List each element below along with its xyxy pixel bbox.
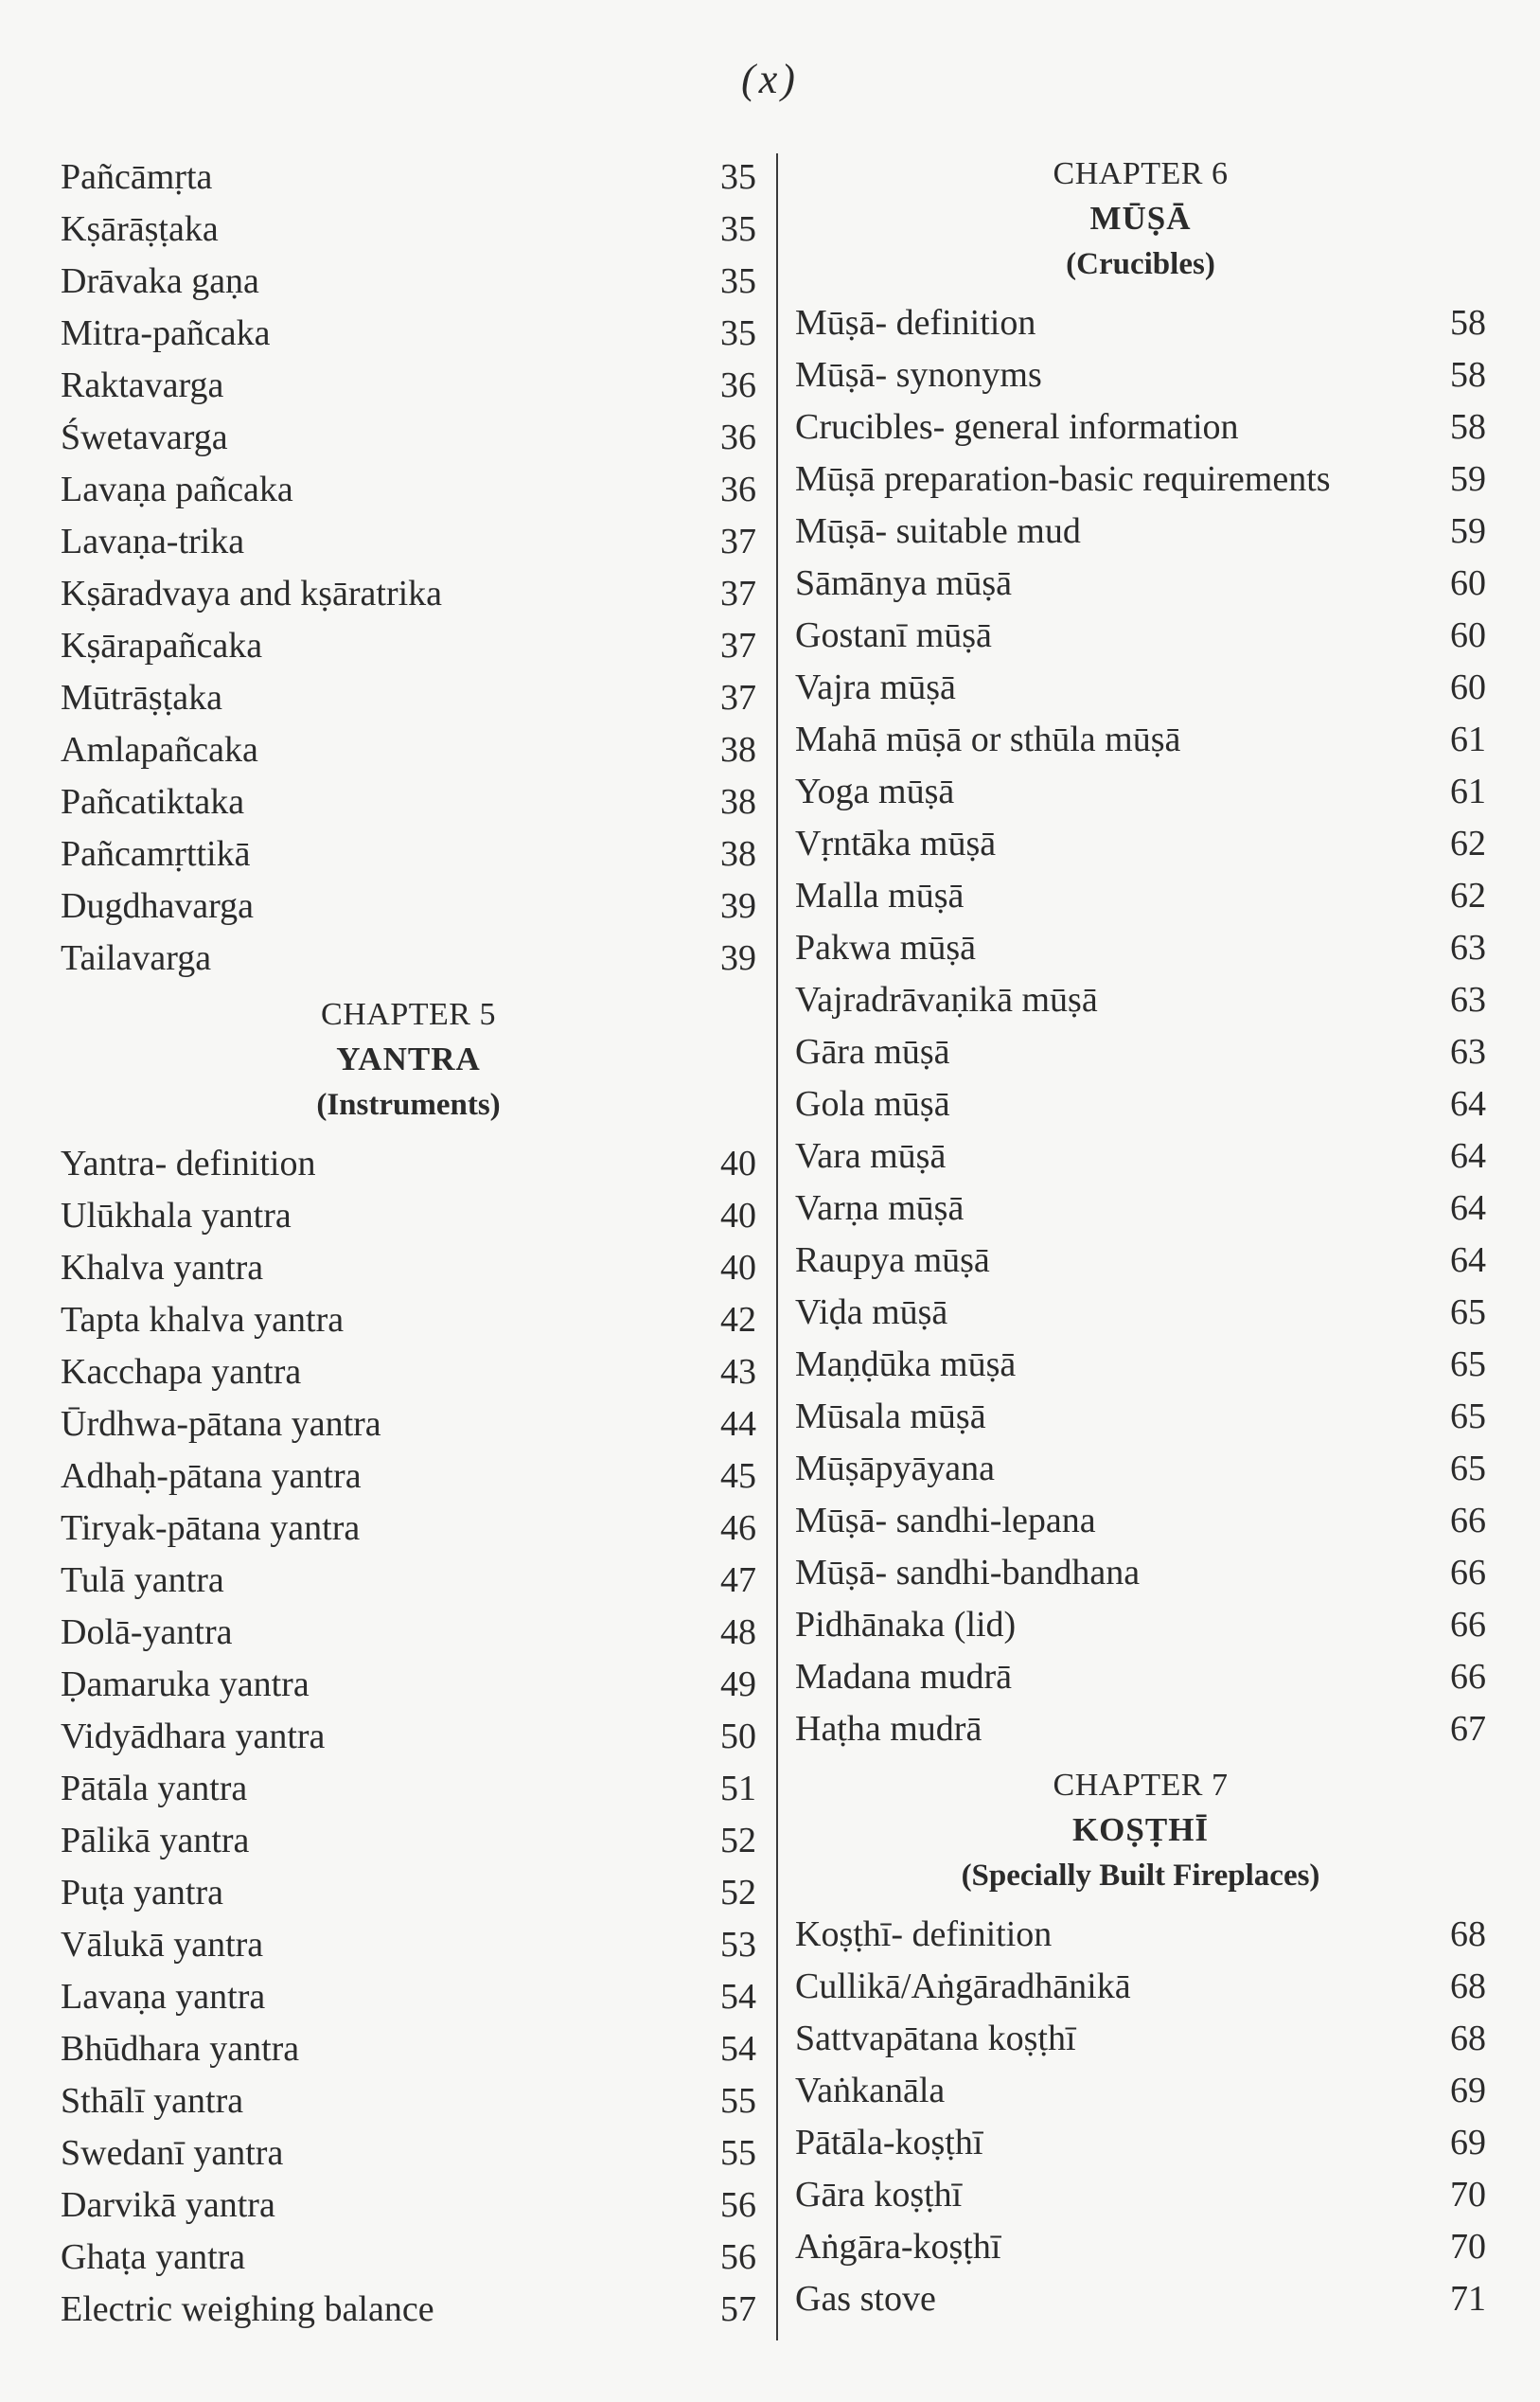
toc-entry-title: Vidyādhara yantra: [61, 1717, 326, 1756]
toc-entry: [61, 151, 756, 204]
toc-entry-page: 51: [720, 1769, 756, 1808]
toc-entry-page: 65: [1450, 1344, 1486, 1384]
toc-entry-page: 53: [720, 1925, 756, 1965]
toc-entry-title: Mahā mūṣā or sthūla mūṣā: [795, 720, 1181, 759]
toc-entry: [61, 204, 756, 256]
toc-entry: [61, 1450, 756, 1503]
toc-entry-page: 63: [1450, 1032, 1486, 1072]
toc-entry-title: Yantra- definition: [61, 1144, 316, 1183]
chapter-7-heading: [795, 1755, 1486, 1909]
toc-entry-page: 64: [1450, 1240, 1486, 1280]
toc-entry-title: Pañcamṛttikā: [61, 834, 251, 874]
toc-entry-title: Sthālī yantra: [61, 2081, 244, 2121]
toc-entry-page: 36: [720, 470, 756, 509]
page-number: (x): [741, 56, 799, 102]
toc-entry-page: 38: [720, 834, 756, 874]
toc-entry-title: Electric weighing balance: [61, 2289, 434, 2329]
toc-entry-title: Lavaṇa-trika: [61, 522, 245, 561]
chapter-subtitle: (Instruments): [316, 1088, 501, 1122]
toc-entry-title: Vaṅkanāla: [795, 2071, 946, 2110]
toc-entry-page: 61: [1450, 772, 1486, 811]
toc-entry-title: Ulūkhala yantra: [61, 1196, 292, 1236]
toc-entry-page: 46: [720, 1508, 756, 1548]
toc-entry-title: Dugdhavarga: [61, 886, 255, 926]
toc-entry-page: 52: [720, 1873, 756, 1913]
toc-entry: [61, 2127, 756, 2180]
toc-entry: [795, 2221, 1486, 2273]
toc-entry-title: Raktavarga: [61, 365, 224, 405]
toc-entry-title: Pātāla-koṣṭhī: [795, 2123, 983, 2162]
toc-entry-page: 36: [720, 418, 756, 457]
toc-entry-page: 63: [1450, 928, 1486, 968]
toc-entry-page: 66: [1450, 1553, 1486, 1592]
toc-entry: [61, 1607, 756, 1659]
toc-entry-title: Dolā-yantra: [61, 1612, 233, 1652]
toc-entry-title: Swedanī yantra: [61, 2133, 284, 2173]
toc-entry-title: Gola mūṣā: [795, 1084, 950, 1124]
toc-entry: [795, 2273, 1486, 2325]
toc-entry: [795, 1235, 1486, 1287]
toc-entry-page: 70: [1450, 2175, 1486, 2215]
toc-entry: [795, 714, 1486, 766]
toc-entry-page: 35: [720, 313, 756, 353]
toc-entry-title: Sāmānya mūṣā: [795, 563, 1013, 603]
toc-entry: [795, 1599, 1486, 1651]
toc-entry: [795, 1547, 1486, 1599]
toc-entry: [795, 922, 1486, 974]
toc-entry-title: Vālukā yantra: [61, 1925, 264, 1965]
toc-entry-page: 65: [1450, 1292, 1486, 1332]
toc-entry-page: 59: [1450, 459, 1486, 499]
toc-entry-title: Amlapañcaka: [61, 730, 258, 770]
toc-entry: [795, 401, 1486, 454]
toc-entry-title: Tiryak-pātana yantra: [61, 1508, 361, 1548]
toc-entry-title: Aṅgāra-koṣṭhī: [795, 2227, 1001, 2267]
toc-entry-page: 69: [1450, 2071, 1486, 2110]
toc-entry-page: 36: [720, 365, 756, 405]
toc-entry-page: 35: [720, 261, 756, 301]
toc-entry-page: 68: [1450, 1966, 1486, 2006]
toc-entry: [795, 662, 1486, 714]
toc-entry-page: 56: [720, 2185, 756, 2225]
toc-entry-page: 59: [1450, 511, 1486, 551]
chapter-title: KOṢṬHĪ: [1071, 1811, 1210, 1848]
toc-entry-page: 66: [1450, 1657, 1486, 1697]
toc-entry-page: 58: [1450, 355, 1486, 395]
toc-entry: [795, 558, 1486, 610]
toc-entry-page: 52: [720, 1821, 756, 1860]
chapter-title: YANTRA: [336, 1041, 481, 1077]
toc-entry: [61, 360, 756, 412]
toc-entry-title: Gāra koṣṭhī: [795, 2175, 963, 2215]
toc-entry: [61, 308, 756, 360]
toc-entry-page: 39: [720, 886, 756, 926]
toc-entry-page: 70: [1450, 2227, 1486, 2267]
toc-entry-page: 35: [720, 209, 756, 249]
toc-entry: [61, 568, 756, 620]
toc-entry: [61, 1398, 756, 1450]
toc-entry-page: 64: [1450, 1084, 1486, 1124]
toc-entry-title: Pālikā yantra: [61, 1821, 250, 1860]
toc-entry: [61, 2023, 756, 2075]
toc-entry: [61, 881, 756, 933]
toc-entry: [795, 297, 1486, 349]
toc-entry-page: 58: [1450, 303, 1486, 343]
toc-entry: [61, 672, 756, 724]
toc-entry-page: 61: [1450, 720, 1486, 759]
toc-entry-title: Kṣārapañcaka: [61, 626, 263, 666]
toc-entry: [795, 1443, 1486, 1495]
toc-entry: [61, 516, 756, 568]
toc-entry: [61, 620, 756, 672]
toc-entry-page: 56: [720, 2237, 756, 2277]
toc-entry-page: 44: [720, 1404, 756, 1444]
toc-entry: [61, 1294, 756, 1346]
toc-entry-page: 64: [1450, 1188, 1486, 1228]
toc-entry-page: 43: [720, 1352, 756, 1392]
entries-top: [61, 151, 756, 985]
toc-entry-title: Raupya mūṣā: [795, 1240, 990, 1280]
toc-entry-title: Darvikā yantra: [61, 2185, 275, 2225]
toc-entry-title: Pātāla yantra: [61, 1769, 248, 1808]
toc-entry-title: Tailavarga: [61, 938, 212, 978]
toc-entry-page: 35: [720, 157, 756, 197]
toc-entry-title: Madana mudrā: [795, 1657, 1012, 1697]
toc-entry-page: 62: [1450, 876, 1486, 916]
chapter-number: CHAPTER 6: [1053, 156, 1229, 191]
toc-entry: [795, 2117, 1486, 2169]
entries-chapter-6: [795, 297, 1486, 1755]
toc-entry-title: Koṣṭhī- definition: [795, 1914, 1053, 1954]
toc-entry-title: Sattvapātana koṣṭhī: [795, 2019, 1076, 2058]
toc-entry: [61, 2180, 756, 2232]
toc-entry-page: 40: [720, 1196, 756, 1236]
toc-entry: [61, 256, 756, 308]
toc-entry-page: 60: [1450, 667, 1486, 707]
toc-entry: [795, 1287, 1486, 1339]
toc-entry-title: Kṣārāṣṭaka: [61, 209, 219, 249]
toc-entry-title: Haṭha mudrā: [795, 1709, 982, 1749]
toc-entry-page: 63: [1450, 980, 1486, 1020]
toc-entry-page: 68: [1450, 2019, 1486, 2058]
toc-entry-title: Vara mūṣā: [795, 1136, 947, 1176]
toc-entry-title: Mūṣā- sandhi-bandhana: [795, 1553, 1141, 1592]
toc-entry: [795, 1130, 1486, 1183]
toc-entry-title: Ḍamaruka yantra: [61, 1664, 310, 1704]
toc-entry: [795, 1909, 1486, 1961]
toc-entry-title: Gostanī mūṣā: [795, 615, 992, 655]
toc-entry-title: Mūṣā preparation-basic requirements: [795, 459, 1331, 499]
toc-entry: [61, 1867, 756, 1919]
chapter-subtitle: (Crucibles): [1066, 247, 1215, 281]
toc-entry-page: 60: [1450, 563, 1486, 603]
toc-entry: [61, 1711, 756, 1763]
toc-entry-title: Varṇa mūṣā: [795, 1188, 965, 1228]
toc-entry: [61, 464, 756, 516]
toc-entry: [795, 1339, 1486, 1391]
toc-entry: [795, 766, 1486, 818]
toc-entry-page: 60: [1450, 615, 1486, 655]
chapter-subtitle: (Specially Built Fireplaces): [961, 1859, 1320, 1893]
toc-entry-page: 62: [1450, 824, 1486, 863]
toc-entry-page: 64: [1450, 1136, 1486, 1176]
toc-entry: [795, 2065, 1486, 2117]
toc-entry-title: Pañcāmṛta: [61, 157, 213, 197]
toc-entry: [61, 776, 756, 828]
toc-entry-title: Pañcatiktaka: [61, 782, 245, 822]
toc-entry-page: 54: [720, 1977, 756, 2017]
toc-entry-title: Mūsala mūṣā: [795, 1397, 986, 1436]
toc-entry: [61, 933, 756, 985]
column-divider: [776, 153, 778, 2340]
toc-entry-page: 49: [720, 1664, 756, 1704]
toc-entry-page: 37: [720, 678, 756, 718]
toc-entry: [61, 1659, 756, 1711]
chapter-title: MŪṢĀ: [1089, 200, 1192, 237]
toc-entry: [61, 1763, 756, 1815]
toc-entry: [795, 454, 1486, 506]
toc-entry: [61, 2284, 756, 2336]
toc-entry-title: Mūṣā- definition: [795, 303, 1036, 343]
toc-entry-page: 55: [720, 2133, 756, 2173]
toc-entry: [61, 1971, 756, 2023]
toc-entry-title: Puṭa yantra: [61, 1873, 224, 1913]
toc-entry: [795, 506, 1486, 558]
toc-entry-title: Mūṣā- synonyms: [795, 355, 1042, 395]
toc-entry: [61, 2075, 756, 2127]
toc-entry-page: 40: [720, 1144, 756, 1183]
chapter-number: CHAPTER 7: [1053, 1768, 1229, 1803]
toc-entry-title: Cullikā/Aṅgāradhānikā: [795, 1966, 1131, 2006]
toc-entry-title: Śwetavarga: [61, 418, 228, 457]
chapter-number: CHAPTER 5: [321, 997, 496, 1032]
toc-entry-page: 65: [1450, 1397, 1486, 1436]
toc-entry: [795, 1961, 1486, 2013]
toc-entry-title: Maṇḍūka mūṣā: [795, 1344, 1017, 1384]
toc-entry-title: Yoga mūṣā: [795, 772, 955, 811]
toc-entry: [795, 1495, 1486, 1547]
toc-entry-page: 47: [720, 1560, 756, 1600]
toc-entry-title: Vajra mūṣā: [795, 667, 956, 707]
toc-entry: [795, 1078, 1486, 1130]
toc-entry-page: 58: [1450, 407, 1486, 447]
toc-entry: [61, 1346, 756, 1398]
toc-entry-title: Kacchapa yantra: [61, 1352, 302, 1392]
toc-entry-title: Ūrdhwa-pātana yantra: [61, 1404, 381, 1444]
toc-entry-page: 50: [720, 1717, 756, 1756]
toc-entry: [795, 1391, 1486, 1443]
toc-entry-page: 71: [1450, 2279, 1486, 2319]
toc-entry-title: Lavaṇa yantra: [61, 1977, 266, 2017]
toc-entry: [61, 1190, 756, 1242]
toc-entry-title: Ghaṭa yantra: [61, 2237, 246, 2277]
toc-entry: [795, 2169, 1486, 2221]
toc-entry: [61, 1503, 756, 1555]
toc-entry-page: 68: [1450, 1914, 1486, 1954]
toc-entry-page: 66: [1450, 1605, 1486, 1645]
toc-entry: [795, 818, 1486, 870]
toc-entry: [795, 1183, 1486, 1235]
toc-entry: [61, 1242, 756, 1294]
toc-entry-title: Pakwa mūṣā: [795, 928, 977, 968]
toc-entry-title: Pidhānaka (lid): [795, 1605, 1017, 1645]
toc-entry-title: Crucibles- general information: [795, 407, 1239, 447]
toc-entry: [61, 2232, 756, 2284]
toc-entry-title: Mitra-pañcaka: [61, 313, 271, 353]
toc-entry: [61, 1555, 756, 1607]
toc-entry-page: 37: [720, 574, 756, 614]
toc-entry: [795, 349, 1486, 401]
toc-entry: [795, 1026, 1486, 1078]
toc-entry-page: 67: [1450, 1709, 1486, 1749]
toc-entry: [61, 1919, 756, 1971]
toc-entry-page: 48: [720, 1612, 756, 1652]
toc-entry-page: 65: [1450, 1449, 1486, 1488]
toc-entry: [61, 1815, 756, 1867]
toc-entry-title: Kṣāradvaya and kṣāratrika: [61, 574, 443, 614]
toc-entry-page: 37: [720, 522, 756, 561]
toc-entry-title: Malla mūṣā: [795, 876, 965, 916]
toc-entry-title: Tulā yantra: [61, 1560, 224, 1600]
toc-entry-title: Tapta khalva yantra: [61, 1300, 345, 1340]
toc-entry: [795, 1703, 1486, 1755]
toc-entry-page: 55: [720, 2081, 756, 2121]
toc-entry: [795, 870, 1486, 922]
toc-entry: [61, 724, 756, 776]
toc-entry: [61, 1138, 756, 1190]
toc-entry-page: 40: [720, 1248, 756, 1288]
toc-entry: [795, 2013, 1486, 2065]
toc-entry-title: Adhaḥ-pātana yantra: [61, 1456, 362, 1496]
toc-entry-page: 39: [720, 938, 756, 978]
toc-entry-page: 45: [720, 1456, 756, 1496]
toc-entry: [795, 1651, 1486, 1703]
chapter-5-heading: [61, 985, 756, 1138]
toc-entry-title: Mūtrāṣṭaka: [61, 678, 222, 718]
toc-entry-title: Viḍa mūṣā: [795, 1292, 948, 1332]
toc-entry-title: Gas stove: [795, 2279, 936, 2319]
chapter-6-heading: [795, 151, 1486, 297]
toc-entry-page: 69: [1450, 2123, 1486, 2162]
toc-entry-title: Khalva yantra: [61, 1248, 264, 1288]
toc-entry-page: 38: [720, 782, 756, 822]
toc-entry: [795, 610, 1486, 662]
toc-entry-title: Mūṣā- suitable mud: [795, 511, 1081, 551]
toc-entry: [61, 412, 756, 464]
toc-entry-page: 42: [720, 1300, 756, 1340]
toc-entry-title: Bhūdhara yantra: [61, 2029, 300, 2069]
toc-entry: [795, 974, 1486, 1026]
right-column: [795, 151, 1486, 2325]
toc-entry-page: 54: [720, 2029, 756, 2069]
toc-entry: [61, 828, 756, 881]
toc-entry-title: Vajradrāvaṇikā mūṣā: [795, 980, 1098, 1020]
entries-chapter-7: [795, 1909, 1486, 2325]
entries-bottom: [61, 1138, 756, 2336]
toc-entry-page: 37: [720, 626, 756, 666]
toc-entry-title: Drāvaka gaṇa: [61, 261, 259, 301]
toc-entry-title: Gāra mūṣā: [795, 1032, 950, 1072]
toc-entry-title: Mūṣā- sandhi-lepana: [795, 1501, 1096, 1540]
toc-entry-page: 57: [720, 2289, 756, 2329]
toc-entry-title: Lavaṇa pañcaka: [61, 470, 293, 509]
toc-entry-title: Mūṣāpyāyana: [795, 1449, 996, 1488]
left-column: [61, 151, 756, 2336]
toc-entry-page: 66: [1450, 1501, 1486, 1540]
toc-entry-title: Vṛntāka mūṣā: [795, 824, 997, 863]
toc-entry-page: 38: [720, 730, 756, 770]
